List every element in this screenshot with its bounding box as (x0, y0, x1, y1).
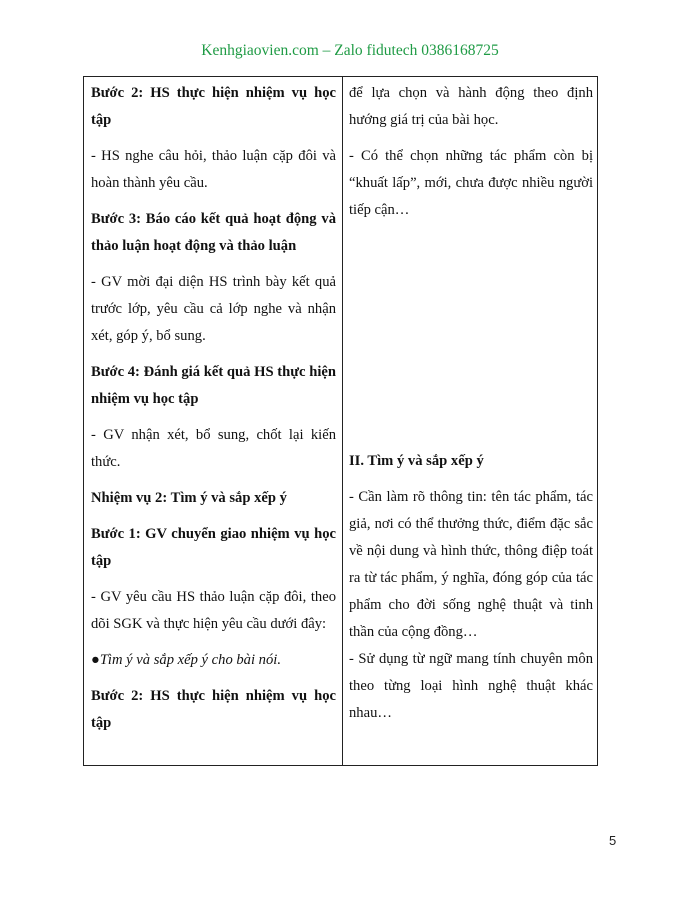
step-2-heading: Bước 2: HS thực hiện nhiệm vụ học tập (91, 85, 336, 128)
task-2-heading: Nhiệm vụ 2: Tìm ý và sắp xếp ý (91, 490, 287, 506)
section-ii-point-1: - Cần làm rõ thông tin: tên tác phẩm, tác giả, nơi có thể thưởng thức, điểm đặc sắc về nội dung và hình thức, thông điệp toát ra từ tác phẩm, ý nghĩa, đóng góp của tác phẩm cho đời sống nghệ thuật và tinh thần của cộng đồng… (349, 489, 593, 640)
right-column-bottom (349, 448, 593, 736)
page-number: 5 (609, 833, 617, 848)
step-3-heading: Bước 3: Báo cáo kết quả hoạt động và thảo luận hoạt động và thảo luận (91, 211, 336, 254)
right-text-2: - Có thể chọn những tác phẩm còn bị “khuất lấp”, mới, chưa được nhiều người tiếp cận… (349, 148, 593, 218)
step-4-text: - GV nhận xét, bổ sung, chốt lại kiến thức. (91, 427, 336, 470)
right-column-top (349, 80, 593, 233)
task-2-step-2-heading: Bước 2: HS thực hiện nhiệm vụ học tập (91, 688, 336, 731)
task-2-step-1-text: - GV yêu cầu HS thảo luận cặp đôi, theo dõi SGK và thực hiện yêu cầu dưới đây: (91, 589, 336, 632)
step-3-text: - GV mời đại diện HS trình bày kết quả trước lớp, yêu cầu cả lớp nghe và nhận xét, góp ý, bổ sung. (91, 274, 336, 344)
task-2-bullet: ●Tìm ý và sắp xếp ý cho bài nói. (91, 652, 281, 668)
page-header: Kenhgiaovien.com – Zalo fidutech 0386168725 (201, 42, 499, 59)
column-divider (342, 77, 343, 765)
right-text-1: để lựa chọn và hành động theo định hướng giá trị của bài học. (349, 85, 593, 128)
step-2-text: - HS nghe câu hỏi, thảo luận cặp đôi và hoàn thành yêu cầu. (91, 148, 336, 191)
section-ii-point-2: - Sử dụng từ ngữ mang tính chuyên môn theo từng loại hình nghệ thuật khác nhau… (349, 651, 593, 721)
left-column (91, 80, 336, 746)
section-ii-heading: II. Tìm ý và sắp xếp ý (349, 453, 484, 469)
task-2-step-1-heading: Bước 1: GV chuyển giao nhiệm vụ học tập (91, 526, 336, 569)
step-4-heading: Bước 4: Đánh giá kết quả HS thực hiện nhiệm vụ học tập (91, 364, 336, 407)
content-table (83, 76, 598, 766)
